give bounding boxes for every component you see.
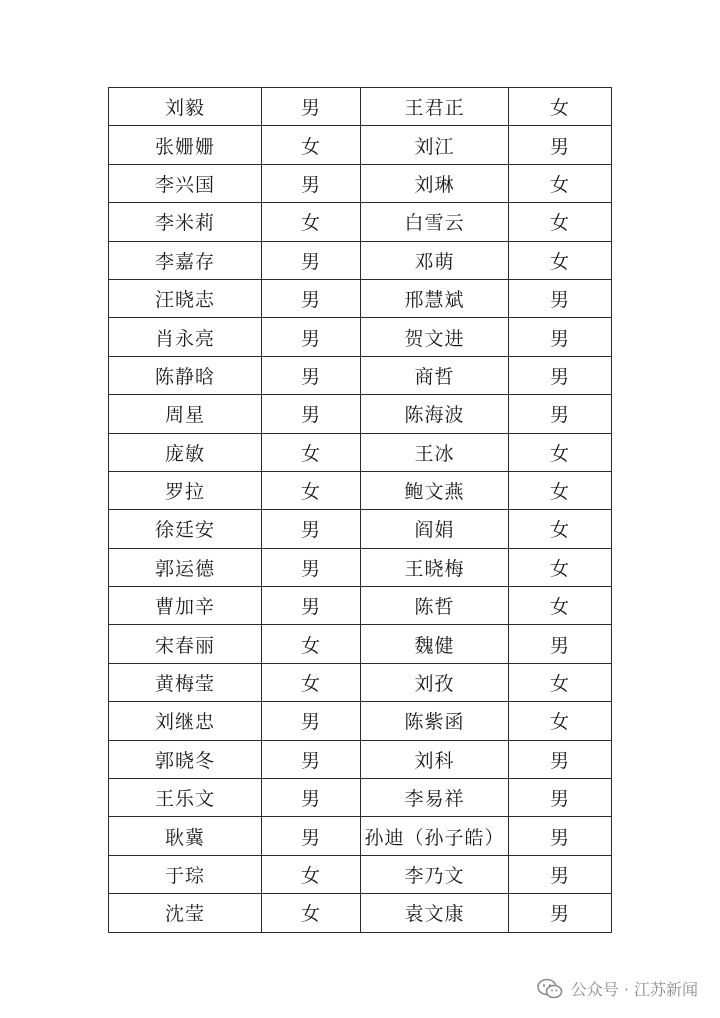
gender-cell: 女 xyxy=(509,702,612,740)
name-cell: 张姗姗 xyxy=(109,126,262,164)
gender-cell: 男 xyxy=(262,395,361,433)
gender-cell: 男 xyxy=(262,779,361,817)
gender-cell: 女 xyxy=(262,855,361,893)
gender-cell: 女 xyxy=(262,894,361,932)
table-row xyxy=(109,587,612,625)
name-cell: 李嘉存 xyxy=(109,241,262,279)
name-cell: 庞敏 xyxy=(109,433,262,471)
name-cell: 邢慧斌 xyxy=(361,279,509,317)
name-cell: 徐廷安 xyxy=(109,510,262,548)
name-cell: 魏健 xyxy=(361,625,509,663)
gender-cell: 男 xyxy=(262,740,361,778)
gender-cell: 男 xyxy=(509,318,612,356)
gender-cell: 男 xyxy=(509,855,612,893)
table-row xyxy=(109,318,612,356)
name-cell: 耿冀 xyxy=(109,817,262,855)
name-cell: 郭运德 xyxy=(109,548,262,586)
name-cell: 贺文进 xyxy=(361,318,509,356)
name-cell: 于琮 xyxy=(109,855,262,893)
gender-cell: 女 xyxy=(262,663,361,701)
table-row xyxy=(109,779,612,817)
table-row xyxy=(109,356,612,394)
name-cell: 罗拉 xyxy=(109,471,262,509)
gender-cell: 男 xyxy=(262,279,361,317)
gender-cell: 女 xyxy=(509,88,612,126)
gender-cell: 女 xyxy=(262,433,361,471)
watermark xyxy=(537,977,698,1000)
gender-cell: 男 xyxy=(262,356,361,394)
table-row xyxy=(109,433,612,471)
gender-cell: 女 xyxy=(262,126,361,164)
gender-cell: 男 xyxy=(262,318,361,356)
table-row xyxy=(109,126,612,164)
table-row xyxy=(109,88,612,126)
table-row xyxy=(109,817,612,855)
name-cell: 肖永亮 xyxy=(109,318,262,356)
gender-cell: 男 xyxy=(262,88,361,126)
name-cell: 孙迪（孙子皓） xyxy=(361,817,509,855)
name-cell: 陈哲 xyxy=(361,587,509,625)
gender-cell: 男 xyxy=(509,279,612,317)
name-cell: 宋春丽 xyxy=(109,625,262,663)
name-cell: 陈海波 xyxy=(361,395,509,433)
gender-cell: 女 xyxy=(509,433,612,471)
table-row xyxy=(109,548,612,586)
gender-cell: 男 xyxy=(509,356,612,394)
table-row xyxy=(109,203,612,241)
gender-cell: 女 xyxy=(509,203,612,241)
table-row xyxy=(109,740,612,778)
gender-cell: 男 xyxy=(262,164,361,202)
gender-cell: 男 xyxy=(262,702,361,740)
table-row xyxy=(109,395,612,433)
gender-cell: 女 xyxy=(262,471,361,509)
gender-cell: 男 xyxy=(509,740,612,778)
gender-cell: 女 xyxy=(262,203,361,241)
gender-cell: 女 xyxy=(509,241,612,279)
name-cell: 商哲 xyxy=(361,356,509,394)
roster-table-body xyxy=(109,88,612,933)
gender-cell: 男 xyxy=(509,625,612,663)
table-row xyxy=(109,702,612,740)
gender-cell: 女 xyxy=(262,625,361,663)
gender-cell: 男 xyxy=(509,894,612,932)
gender-cell: 女 xyxy=(509,164,612,202)
name-cell: 曹加辛 xyxy=(109,587,262,625)
name-cell: 郭晓冬 xyxy=(109,740,262,778)
watermark-text: 公众号 · 江苏新闻 xyxy=(570,980,698,999)
table-row xyxy=(109,894,612,932)
name-cell: 刘琳 xyxy=(361,164,509,202)
name-cell: 王冰 xyxy=(361,433,509,471)
name-cell: 周星 xyxy=(109,395,262,433)
gender-cell: 男 xyxy=(509,126,612,164)
name-cell: 白雪云 xyxy=(361,203,509,241)
name-cell: 袁文康 xyxy=(361,894,509,932)
gender-cell: 男 xyxy=(509,779,612,817)
table-row xyxy=(109,471,612,509)
name-cell: 刘江 xyxy=(361,126,509,164)
gender-cell: 女 xyxy=(509,587,612,625)
gender-cell: 男 xyxy=(262,817,361,855)
name-cell: 汪晓志 xyxy=(109,279,262,317)
name-cell: 王君正 xyxy=(361,88,509,126)
gender-cell: 男 xyxy=(262,548,361,586)
table-row xyxy=(109,510,612,548)
gender-cell: 男 xyxy=(509,395,612,433)
gender-cell: 男 xyxy=(262,510,361,548)
name-cell: 刘科 xyxy=(361,740,509,778)
name-cell: 邓萌 xyxy=(361,241,509,279)
gender-cell: 女 xyxy=(509,471,612,509)
gender-cell: 女 xyxy=(509,548,612,586)
table-row xyxy=(109,625,612,663)
name-cell: 鲍文燕 xyxy=(361,471,509,509)
name-cell: 陈静晗 xyxy=(109,356,262,394)
wechat-icon xyxy=(537,978,563,1000)
name-cell: 阎娟 xyxy=(361,510,509,548)
gender-cell: 男 xyxy=(509,817,612,855)
name-cell: 黄梅莹 xyxy=(109,663,262,701)
gender-cell: 女 xyxy=(509,510,612,548)
gender-cell: 男 xyxy=(262,587,361,625)
name-cell: 王晓梅 xyxy=(361,548,509,586)
name-cell: 陈紫函 xyxy=(361,702,509,740)
table-row xyxy=(109,164,612,202)
gender-cell: 男 xyxy=(262,241,361,279)
name-cell: 沈莹 xyxy=(109,894,262,932)
name-cell: 刘孜 xyxy=(361,663,509,701)
name-cell: 李乃文 xyxy=(361,855,509,893)
table-row xyxy=(109,279,612,317)
name-cell: 李米莉 xyxy=(109,203,262,241)
name-cell: 李兴国 xyxy=(109,164,262,202)
name-cell: 刘毅 xyxy=(109,88,262,126)
gender-cell: 女 xyxy=(509,663,612,701)
roster-table xyxy=(108,87,612,933)
name-cell: 刘继忠 xyxy=(109,702,262,740)
name-cell: 王乐文 xyxy=(109,779,262,817)
table-row xyxy=(109,241,612,279)
table-row xyxy=(109,663,612,701)
table-row xyxy=(109,855,612,893)
name-cell: 李易祥 xyxy=(361,779,509,817)
